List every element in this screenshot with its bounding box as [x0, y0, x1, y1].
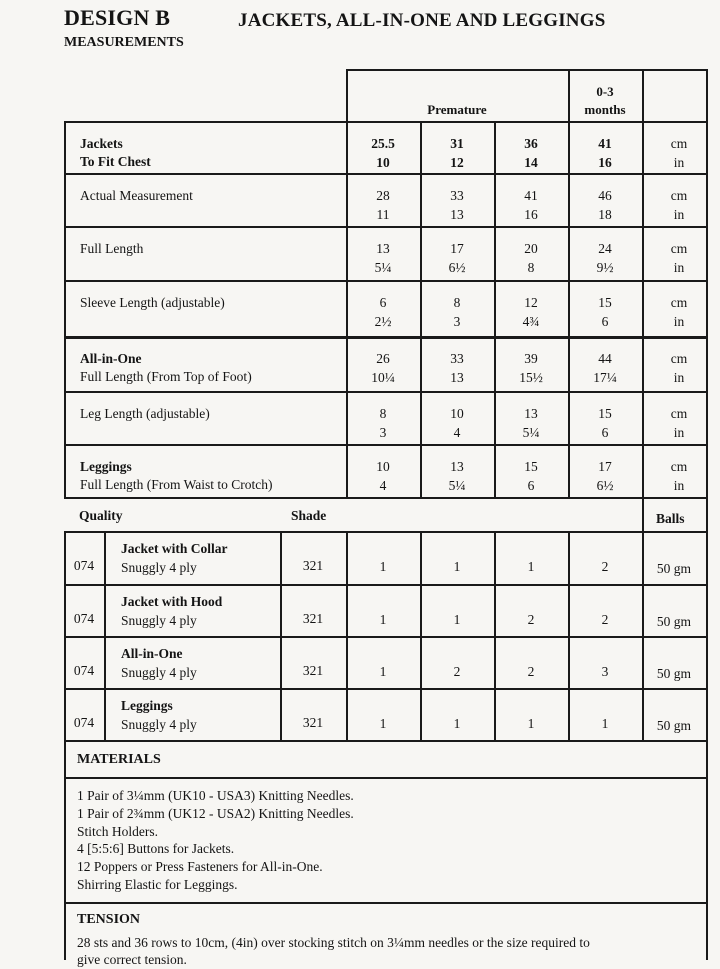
measure-sublabel: Full Length (From Waist to Crotch) [80, 477, 273, 492]
ball-count: 1 [379, 612, 387, 627]
yarn-name: Snuggly 4 ply [121, 665, 197, 680]
shade-label: Shade [291, 508, 327, 523]
measure-value: 26 [376, 351, 390, 366]
measure-value: 3 [379, 425, 387, 440]
measure-value: 8 [379, 406, 387, 421]
measure-value: 14 [524, 155, 538, 170]
quality-code: 074 [73, 558, 95, 573]
measure-value: 9½ [596, 260, 614, 275]
measure-value: 4 [379, 478, 387, 493]
measure-value: 6 [601, 425, 609, 440]
measure-value: 15 [524, 459, 538, 474]
yarn-item: Jacket with Collar [121, 541, 228, 556]
measure-value: 10¼ [371, 370, 395, 385]
measure-value: 15 [598, 406, 612, 421]
measure-value: cm [670, 351, 688, 366]
tension-line-1: 28 sts and 36 rows to 10cm, (4in) over stocking stitch on 3¼mm needles or the size required to [77, 935, 590, 950]
measure-label: Sleeve Length (adjustable) [80, 295, 225, 310]
measure-value: cm [670, 406, 688, 421]
ball-count: 2 [601, 612, 609, 627]
grid-line [64, 636, 708, 638]
shade-code: 321 [302, 663, 324, 678]
measure-value: 12 [450, 155, 464, 170]
measure-value: 10 [450, 406, 464, 421]
measure-value: 46 [598, 188, 612, 203]
measure-value: 16 [598, 155, 612, 170]
measure-value: in [673, 478, 685, 493]
grid-line [64, 121, 66, 497]
materials-line: 1 Pair of 3¼mm (UK10 - USA3) Knitting Needles. [77, 788, 354, 803]
measure-value: 25.5 [371, 136, 395, 151]
measure-label: Actual Measurement [80, 188, 193, 203]
measure-value: 6 [379, 295, 387, 310]
grid-line [64, 584, 708, 586]
measure-value: 8 [453, 295, 461, 310]
measure-value: 13 [376, 241, 390, 256]
measure-sublabel: Full Length (From Top of Foot) [80, 369, 252, 384]
measure-value: 11 [376, 207, 390, 222]
ball-count: 3 [601, 664, 609, 679]
quality-code: 074 [73, 611, 95, 626]
measure-value: 44 [598, 351, 612, 366]
grid-line [706, 69, 708, 125]
quality-code: 074 [73, 715, 95, 730]
grid-line [64, 391, 708, 393]
yarn-item: Jacket with Hood [121, 594, 223, 609]
materials-line: Shirring Elastic for Leggings. [77, 877, 238, 892]
measure-value: in [673, 370, 685, 385]
measure-value: 4 [453, 425, 461, 440]
grid-line [642, 69, 644, 125]
measure-value: cm [670, 459, 688, 474]
shade-code: 321 [302, 715, 324, 730]
measure-value: 20 [524, 241, 538, 256]
measure-value: cm [670, 188, 688, 203]
ball-weight: 50 gm [656, 614, 692, 629]
measure-value: 12 [524, 295, 538, 310]
ball-count: 1 [379, 716, 387, 731]
measure-value: 8 [527, 260, 535, 275]
grid-line [706, 740, 708, 960]
measure-value: 5¼ [374, 260, 392, 275]
measure-label: Leggings [80, 459, 132, 474]
grid-line [64, 280, 708, 282]
materials-line: 4 [5:5:6] Buttons for Jackets. [77, 841, 235, 857]
ball-count: 1 [601, 716, 609, 731]
ball-count: 1 [453, 612, 461, 627]
measure-value: 2½ [374, 314, 392, 329]
measure-value: 17 [450, 241, 464, 256]
measure-value: in [673, 314, 685, 329]
grid-line [64, 688, 708, 690]
grid-line [346, 69, 348, 125]
measure-value: in [673, 425, 685, 440]
measure-value: 17¼ [593, 370, 617, 385]
grid-line [104, 531, 106, 740]
measure-value: 5¼ [522, 425, 540, 440]
measure-value: 13 [450, 459, 464, 474]
measure-value: 36 [524, 136, 538, 151]
measure-value: 13 [524, 406, 538, 421]
tension-heading: TENSION [77, 912, 141, 927]
measure-value: 10 [376, 459, 390, 474]
grid-line [64, 531, 708, 533]
page-title: JACKETS, ALL-IN-ONE AND LEGGINGS [238, 10, 606, 31]
measure-value: 13 [450, 370, 464, 385]
grid-line [64, 740, 708, 742]
grid-line [64, 497, 708, 499]
header-months-1: 0-3 [596, 84, 614, 99]
ball-count: 1 [379, 664, 387, 679]
measure-value: cm [670, 241, 688, 256]
shade-code: 321 [302, 558, 324, 573]
measure-value: 33 [450, 351, 464, 366]
grid-line [64, 902, 708, 904]
balls-label: Balls [656, 511, 685, 526]
grid-line [346, 69, 708, 71]
yarn-name: Snuggly 4 ply [121, 717, 197, 732]
quality-label: Quality [79, 508, 123, 523]
measure-value: 6 [527, 478, 535, 493]
measure-value: 15 [598, 295, 612, 310]
grid-line [64, 121, 708, 123]
grid-line [64, 226, 708, 228]
ball-weight: 50 gm [656, 718, 692, 733]
yarn-name: Snuggly 4 ply [121, 560, 197, 575]
grid-line [64, 173, 708, 175]
measure-value: 3 [453, 314, 461, 329]
ball-count: 2 [527, 612, 535, 627]
measure-value: 6 [601, 314, 609, 329]
yarn-name: Snuggly 4 ply [121, 613, 197, 628]
measure-value: in [673, 155, 685, 170]
shade-code: 321 [302, 611, 324, 626]
quality-code: 074 [73, 663, 95, 678]
measure-value: 41 [598, 136, 612, 151]
design-label: DESIGN B [64, 5, 171, 30]
measure-label: Jackets [80, 136, 123, 151]
ball-count: 1 [527, 716, 535, 731]
yarn-item: All-in-One [121, 646, 183, 661]
measure-value: 6½ [596, 478, 614, 493]
header-premature: Premature [427, 102, 487, 117]
section-subtitle: MEASUREMENTS [64, 35, 184, 50]
ball-count: 1 [527, 559, 535, 574]
ball-count: 2 [601, 559, 609, 574]
materials-line: Stitch Holders. [77, 823, 158, 839]
measure-value: in [673, 207, 685, 222]
ball-count: 1 [379, 559, 387, 574]
ball-weight: 50 gm [656, 561, 692, 576]
measure-value: 5¼ [448, 478, 466, 493]
measure-value: 33 [450, 188, 464, 203]
measure-value: 31 [450, 136, 464, 151]
ball-count: 2 [527, 664, 535, 679]
tension-line-2: give correct tension. [77, 952, 187, 967]
yarn-item: Leggings [121, 698, 173, 713]
measure-value: cm [670, 295, 688, 310]
measure-value: 28 [376, 188, 390, 203]
measure-value: 4¾ [522, 314, 540, 329]
measure-value: 18 [598, 207, 612, 222]
measure-value: 16 [524, 207, 538, 222]
measure-value: 24 [598, 241, 612, 256]
materials-line: 1 Pair of 2¾mm (UK12 - USA2) Knitting Needles. [77, 805, 354, 821]
measure-value: 6½ [448, 260, 466, 275]
measure-sublabel: To Fit Chest [80, 154, 151, 169]
grid-line [64, 777, 708, 779]
measure-value: in [673, 260, 685, 275]
materials-heading: MATERIALS [77, 752, 161, 767]
ball-weight: 50 gm [656, 666, 692, 681]
ball-count: 2 [453, 664, 461, 679]
measure-value: 13 [450, 207, 464, 222]
measure-label: All-in-One [80, 351, 142, 366]
ball-count: 1 [453, 559, 461, 574]
header-months-2: months [584, 102, 626, 117]
grid-line [64, 444, 708, 446]
grid-line [64, 740, 66, 960]
measure-value: 39 [524, 351, 538, 366]
materials-line: 12 Poppers or Press Fasteners for All-in-One. [77, 859, 323, 875]
grid-line [706, 497, 708, 740]
measure-label: Full Length [80, 241, 144, 256]
measure-value: 15½ [519, 370, 543, 385]
measure-label: Leg Length (adjustable) [80, 406, 210, 421]
measure-value: 41 [524, 188, 538, 203]
ball-count: 1 [453, 716, 461, 731]
measure-value: 17 [598, 459, 612, 474]
measure-value: cm [670, 136, 688, 151]
grid-line [64, 336, 708, 339]
measure-value: 10 [376, 155, 390, 170]
